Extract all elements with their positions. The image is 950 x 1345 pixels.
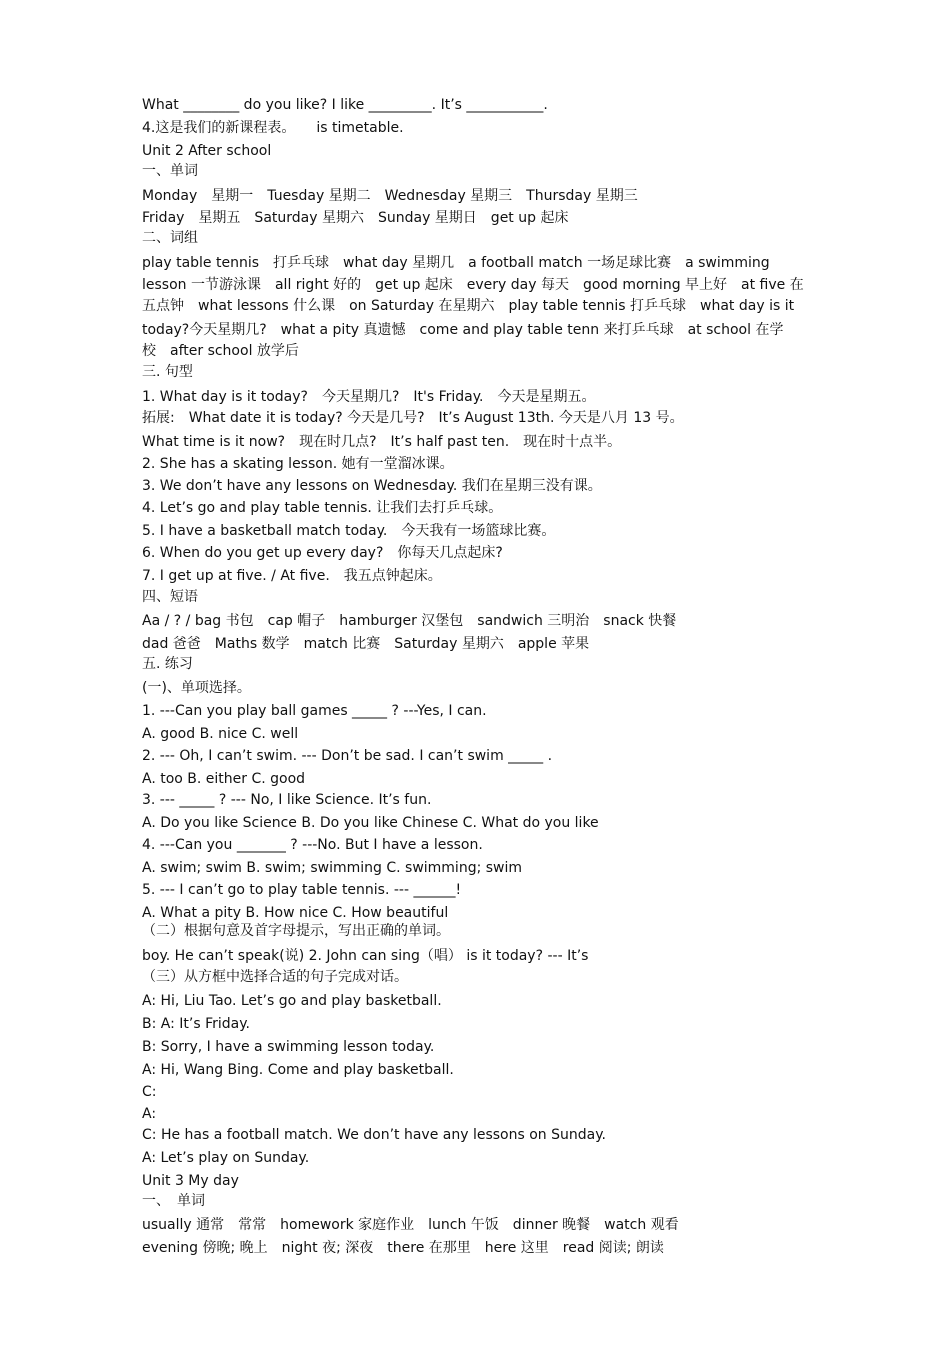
text-line: What time is it now? 现在时几点? It’s half past ten. 现在时十点半。	[142, 434, 622, 450]
text-line: 三. 句型	[142, 364, 193, 380]
text-line: A: Hi, Wang Bing. Come and play basketball.	[142, 1062, 454, 1078]
text-line: 拓展: What date it is today? 今天是几号? It’s August 13th. 今天是八月 13 号。	[142, 410, 684, 426]
text-line: A: Let’s play on Sunday.	[142, 1150, 310, 1166]
text-line: 4.这是我们的新课程表。 is timetable.	[142, 120, 404, 136]
text-line: 二、词组	[142, 230, 198, 246]
text-line: 7. I get up at five. / At five. 我五点钟起床。	[142, 568, 442, 584]
text-line: evening 傍晚; 晚上 night 夜; 深夜 there 在那里 here 这里 read 阅读; 朗读	[142, 1240, 664, 1256]
text-line: 一、单词	[142, 163, 198, 179]
text-line: 五点钟 what lessons 什么课 on Saturday 在星期六 play table tennis 打乒乓球 what day is it	[142, 298, 795, 314]
text-line: A. good B. nice C. well	[142, 726, 299, 742]
text-line: today?今天星期几? what a pity 真遗憾 come and play table tenn 来打乒乓球 at school 在学	[142, 322, 784, 338]
text-line: B: A: It’s Friday.	[142, 1016, 250, 1032]
text-line: （二）根据句意及首字母提示，写出正确的单词。	[142, 923, 450, 939]
text-line: Unit 3 My day	[142, 1173, 239, 1189]
text-line: A: Hi, Liu Tao. Let’s go and play basketball.	[142, 993, 442, 1009]
text-line: 一、 单词	[142, 1193, 205, 1209]
text-line: 5. --- I can’t go to play table tennis. --- ______!	[142, 882, 462, 898]
text-line: lesson 一节游泳课 all right 好的 get up 起床 every day 每天 good morning 早上好 at five 在	[142, 277, 804, 293]
text-line: 5. I have a basketball match today. 今天我有一场篮球比赛。	[142, 523, 556, 539]
text-line: B: Sorry, I have a swimming lesson today.	[142, 1039, 435, 1055]
text-line: 2. She has a skating lesson. 她有一堂溜冰课。	[142, 456, 454, 472]
text-line: A. swim; swim B. swim; swimming C. swimming; swim	[142, 860, 523, 876]
text-line: What ________ do you like? I like _________. It’s ___________.	[142, 97, 548, 113]
text-line: （三）从方框中选择合适的句子完成对话。	[142, 969, 408, 985]
text-line: Aa / ? / bag 书包 cap 帽子 hamburger 汉堡包 sandwich 三明治 snack 快餐	[142, 613, 677, 629]
text-line: dad 爸爸 Maths 数学 match 比赛 Saturday 星期六 apple 苹果	[142, 636, 590, 652]
text-line: 3. --- _____ ? --- No, I like Science. It’s fun.	[142, 792, 432, 808]
text-line: usually 通常 常常 homework 家庭作业 lunch 午饭 dinner 晚餐 watch 观看	[142, 1217, 679, 1233]
text-line: A. too B. either C. good	[142, 771, 306, 787]
text-line: 6. When do you get up every day? 你每天几点起床?	[142, 545, 503, 561]
text-line: 3. We don’t have any lessons on Wednesday. 我们在星期三没有课。	[142, 478, 602, 494]
text-line: (一)、单项选择。	[142, 680, 251, 696]
text-line: 校 after school 放学后	[142, 343, 299, 359]
text-line: 五. 练习	[142, 656, 193, 672]
text-line: Monday 星期一 Tuesday 星期二 Wednesday 星期三 Thursday 星期三	[142, 188, 638, 204]
text-line: Unit 2 After school	[142, 143, 272, 159]
text-line: C: He has a football match. We don’t have any lessons on Sunday.	[142, 1127, 606, 1143]
text-line: C:	[142, 1084, 157, 1100]
text-line: 4. ---Can you _______ ? ---No. But I have a lesson.	[142, 837, 483, 853]
text-line: boy. He can’t speak(说) 2. John can sing（唱） is it today? --- It’s	[142, 948, 589, 964]
text-line: 四、短语	[142, 589, 198, 605]
text-line: A. Do you like Science B. Do you like Chinese C. What do you like	[142, 815, 599, 831]
text-line: Friday 星期五 Saturday 星期六 Sunday 星期日 get up 起床	[142, 210, 569, 226]
text-line: 2. --- Oh, I can’t swim. --- Don’t be sad. I can’t swim _____ .	[142, 748, 553, 764]
text-line: 1. What day is it today? 今天星期几? It's Friday. 今天是星期五。	[142, 389, 596, 405]
text-line: 1. ---Can you play ball games _____ ? ---Yes, I can.	[142, 703, 487, 719]
text-line: A:	[142, 1106, 157, 1122]
text-line: A. What a pity B. How nice C. How beautiful	[142, 905, 449, 921]
text-line: play table tennis 打乒乓球 what day 星期几 a football match 一场足球比赛 a swimming	[142, 255, 770, 271]
text-line: 4. Let’s go and play table tennis. 让我们去打乒乓球。	[142, 500, 503, 516]
